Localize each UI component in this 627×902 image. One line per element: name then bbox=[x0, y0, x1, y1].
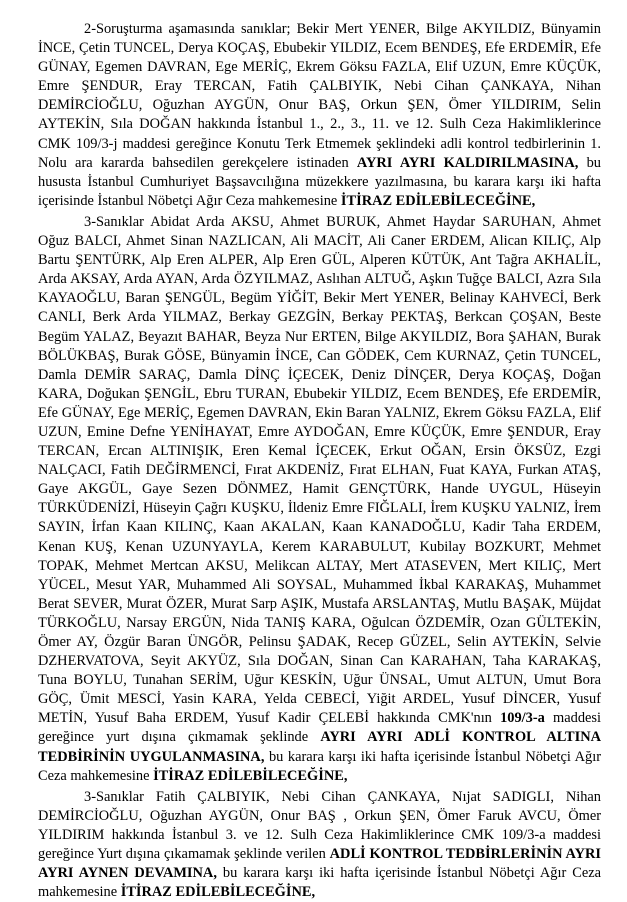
bold-run: ADLİ KONTROL TEDBİRLERİNİN AYRI AYRI AYNEN DEVAMINA, bbox=[38, 846, 601, 882]
text-run: 3-Sanıklar Fatih ÇALBIYIK, Nebi Cihan ÇANKAYA, Nıjat SADIGLI, Nihan DEMİRCİOĞLU, Oğuzhan AYGÜN, Onur BAŞ , Orkun ŞEN, Ömer Faruk AVCU, Ömer YILDIRIM hakkında İstanbul 3. ve 12. Sulh Ceza Hakimliklerince CMK 109/3-a maddesi gereğince Yurt dışına çıkamamak şeklinde verilen bbox=[38, 788, 601, 863]
paragraph-3a bbox=[38, 213, 601, 786]
paragraph-2 bbox=[38, 20, 601, 211]
bold-run: 109/3-a bbox=[500, 710, 545, 727]
text-run: 2-Soruşturma aşamasında sanıklar; Bekir Mert YENER, Bilge AKYILDIZ, Bünyamin İNCE, Çetin TUNCEL, Derya KOÇAŞ, Ebubekir YILDIZ, Ecem BENDEŞ, Efe ERDEMİR, Efe GÜNAY, Egemen DAVRAN, Ege MERİÇ, Ekrem Göksu FAZLA, Elif UZUN, Emre KÜÇÜK, Emre ŞENDUR, Eray TERCAN, Fatih ÇALBIYIK, Nebi Cihan ÇANKAYA, Nihan DEMİRCİOĞLU, Oğuzhan AYGÜN, Onur BAŞ, Orkun ŞEN, Ömer YILDIRIM, Selin AYTEKİN, Sıla DOĞAN hakkında İstanbul 1., 2., 3., 11. ve 12. Sulh Ceza Hakimliklerince CMK 109/3-j maddesi gereğince Konutu Terk Etmemek şeklindeki adli kontrol tedbirlerinin 1. Nolu ara kararda bahsedilen gerekçelere istinaden bbox=[38, 21, 601, 171]
bold-run: İTİRAZ EDİLEBİLECEĞİNE, bbox=[153, 767, 348, 784]
text-run: 3-Sanıklar Abidat Arda AKSU, Ahmet BURUK, Ahmet Haydar SARUHAN, Ahmet Oğuz BALCI, Ahmet Sinan NAZLICAN, Ali MACİT, Ali Caner ERDEM, Alican KILIÇ, Alp Bartu ŞENTÜRK, Alp Eren ALPER, Alp Eren GÜL, Alperen KÜTÜK, Ant Tağra AKHALİL, Arda AKSAY, Arda AYAN, Arda ÖZYILMAZ, Aslıhan ALTUĞ, Aşkın Tuğçe BALCI, Azra Sıla KAYAOĞLU, Baran ŞENGÜL, Begüm YİĞİT, Bekir Mert YENER, Belinay KAHVECİ, Berk CANLI, Berk Arda YILMAZ, Berkay GEZGİN, Berkay PEKTAŞ, Berkcan ÇOŞAN, Beste Begüm YALAZ, Beyazıt BAHAR, Beyza Nur ERTEN, Bilge AKYILDIZ, Bora ŞAHAN, Burak BÖLÜKBAŞ, Burak GÖSE, Bünyamin İNCE, Can GÖDEK, Cem KURNAZ, Çetin TUNCEL, Damla DEMİR SARAÇ, Damla DİNÇ İÇECEK, Deniz DİNÇER, Derya KOÇAŞ, Doğan KARA, Doğukan ŞENGİL, Ebru TURAN, Ebubekir YILDIZ, Ecem BENDEŞ, Efe ERDEMİR, Efe GÜNAY, Ege MERİÇ, Egemen DAVRAN, Ekin Baran YALNIZ, Ekrem Göksu FAZLA, Elif UZUN, Emine Defne YENİHAYAT, Emre AYDOĞAN, Emre KÜÇÜK, Emre ŞENDUR, Eray TERCAN, Ercan ALTINIŞIK, Eren Kemal İÇECEK, Erkut OĞAN, Ersin ÖKSÜZ, Ezgi NALÇACI, Fatih DEĞİRMENCİ, Fırat AKDENİZ, Fırat ELHAN, Fuat KAYA, Furkan ATAŞ, Gaye AKGÜL, Gaye Sezen DÖNMEZ, Hamit GENÇTÜRK, Hande UYGUL, Hüseyin TÜRKÜDENİZİ, Hüseyin Çağrı KUŞKU, İldeniz Emre FIĞLALI, İrem KUŞKU YALNIZ, İrem SAYIN, İrfan Kaan KILINÇ, Kaan AKALAN, Kaan KANADOĞLU, Kadir Taha ERDEM, Kenan KUŞ, Kenan UZUNYAYLA, Kerem KARABULUT, Kubilay BOZKURT, Mehmet TOPAK, Mehmet Mertcan AKSU, Melikcan ALTAY, Mert ATASEVEN, Mert KILIÇ, Mert YÜCEL, Mesut YAR, Muhammed Ali SOYSAL, Muhammed İkbal KARAKAŞ, Muhammet Berat SEVER, Murat ÖZER, Murat Sarp AŞIK, Mustafa ARSLANTAŞ, Mutlu BAŞAK, Müjdat TÜRKOĞLU, Narsay ERGÜN, Nida TANIŞ KARA, Oğulcan ÖZDEMİR, Ozan GÜLTEKİN, Ömer AY, Özgür Baran ÜNGÖR, Pelinsu ŞADAK, Recep GÜZEL, Selin AYTEKİN, Selvie DZHERVATOVA, Seyit AKYÜZ, Sıla DOĞAN, Sinan Can KARAHAN, Taha KARAKAŞ, Tuna BOYLU, Tunahan SERİM, Uğur KESKİN, Uğur ÜNSAL, Umut ALTUN, Umut Bora GÖÇ, Ümit MESCİ, Yasin KARA, Yelda CEBECİ, Yiğit ARDEL, Yusuf DİNCER, Yusuf METİN, Yusuf Baha ERDEM, Yusuf Kadir ÇELEBİ hakkında CMK'nın bbox=[38, 213, 601, 727]
text-run: bu karara karşı iki hafta içerisinde İstanbul Nöbetçi Ağır Ceza mahkemesine bbox=[38, 865, 601, 901]
text-run: bu hususta İstanbul Cumhuriyet Başsavcılığına müzekkere yazılmasına, bu karara karşı iki hafta içerisinde İstanbul Nöbetçi Ağır Ceza mahkemesine bbox=[38, 154, 601, 209]
text-run: bu karara karşı iki hafta içerisinde İstanbul Nöbetçi Ağır Ceza mahkemesine bbox=[38, 748, 602, 784]
document-page bbox=[38, 20, 601, 902]
bold-run: AYRI AYRI KALDIRILMASINA, bbox=[356, 154, 579, 171]
bold-run: İTİRAZ EDİLEBİLECEĞİNE, bbox=[120, 884, 316, 901]
bold-run: İTİRAZ EDİLEBİLECEĞİNE, bbox=[340, 192, 536, 209]
paragraph-3b bbox=[38, 788, 601, 902]
bold-run: AYRI AYRI ADLİ KONTROL ALTINA TEDBİRİNİN UYGULANMASINA, bbox=[38, 729, 601, 765]
text-run: maddesi gereğince yurt dışına çıkmamak şeklinde bbox=[38, 710, 601, 746]
